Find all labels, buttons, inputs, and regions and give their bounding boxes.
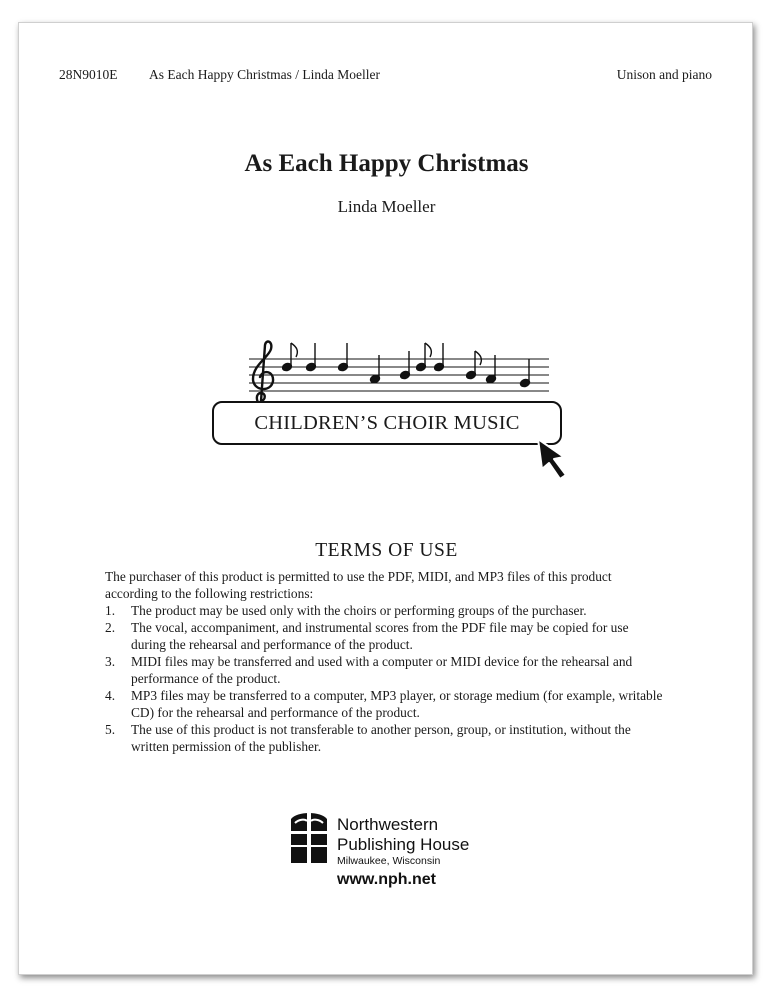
catalog-code: 28N9010E xyxy=(59,67,118,82)
publisher-logo-icon xyxy=(287,809,331,867)
terms-heading: TERMS OF USE xyxy=(315,540,458,561)
composer-name: Linda Moeller xyxy=(337,197,436,216)
header-title-composer: As Each Happy Christmas / Linda Moeller xyxy=(149,67,380,82)
mouse-pointer-icon xyxy=(534,435,576,485)
publisher-name: Northwestern Publishing House xyxy=(337,815,470,854)
terms-intro: The purchaser of this product is permitted to use the PDF, MIDI, and MP3 files of this product according to the following restrictions: xyxy=(105,569,612,601)
music-staff-graphic xyxy=(209,335,569,405)
terms-item: 5. The use of this product is not transferable to another person, group, or institution, without the written permission of the publisher. xyxy=(105,722,631,754)
terms-item: 3. MIDI files may be transferred and used with a computer or MIDI device for the rehearsal and performance of the product. xyxy=(105,654,633,686)
document-page xyxy=(18,22,753,975)
voicing-label: Unison and piano xyxy=(616,67,712,82)
terms-item: 4. MP3 files may be transferred to a computer, MP3 player, or storage medium (for example, writable CD) for the rehearsal and performance of the product. xyxy=(105,688,663,720)
publisher-url: www.nph.net xyxy=(337,871,436,888)
terms-item: 2. The vocal, accompaniment, and instrumental scores from the PDF file may be copied for use during the rehearsal and performance of the product. xyxy=(105,620,629,652)
page-title: As Each Happy Christmas xyxy=(244,150,529,177)
terms-item: 1. The product may be used only with the choirs or performing groups of the purchaser. xyxy=(105,603,587,618)
terms-list xyxy=(105,602,665,755)
childrens-choir-music-label: CHILDREN’S CHOIR MUSIC xyxy=(212,401,562,445)
publisher-city: Milwaukee, Wisconsin xyxy=(337,855,441,867)
terms-of-use xyxy=(105,568,665,755)
treble-clef-icon xyxy=(253,342,273,405)
